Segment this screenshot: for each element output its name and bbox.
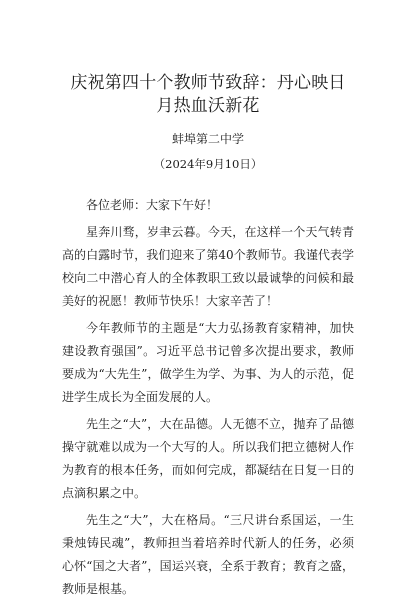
document-date: （2024年9月10日） [153,157,263,171]
body-paragraph: 今年教师节的主题是“大力弘扬教育家精神，加快建设教育强国”。习近平总书记曾多次提出要求，教师要成为“大先生”，做学生为学、为事、为人的示范，促进学生成长为全面发展的人。 [62,321,354,404]
body-paragraph: 先生之“大”，大在格局。“三尺讲台系国运，一生秉烛铸民魂”，教师担当着培养时代新人的任务，必须心怀“国之大者”，国运兴衰，全系于教育；教育之盛，教师是根基。 [62,513,354,596]
organization-name: 蚌埠第二中学 [171,132,244,146]
body-paragraph: 星奔川骛，岁聿云暮。今天，在这样一个天气转青高的白露时节，我们迎来了第40个教师节。我谨代表学校向二中潜心育人的全体教职工致以最诚挚的问候和最美好的祝愿！教师节快乐！大家辛苦了！ [62,225,354,308]
document-body [62,194,354,601]
body-paragraph: 先生之“大”，大在品德。人无德不立，抛弃了品德操守就难以成为一个大写的人。所以我们把立德树人作为教育的根本任务，而如何完成，都凝结在日复一日的点滴积累之中。 [62,417,354,500]
greeting-paragraph: 各位老师：大家下午好！ [86,198,219,212]
document-title: 庆祝第四十个教师节致辞：丹心映日月热血沃新花 [70,73,346,116]
